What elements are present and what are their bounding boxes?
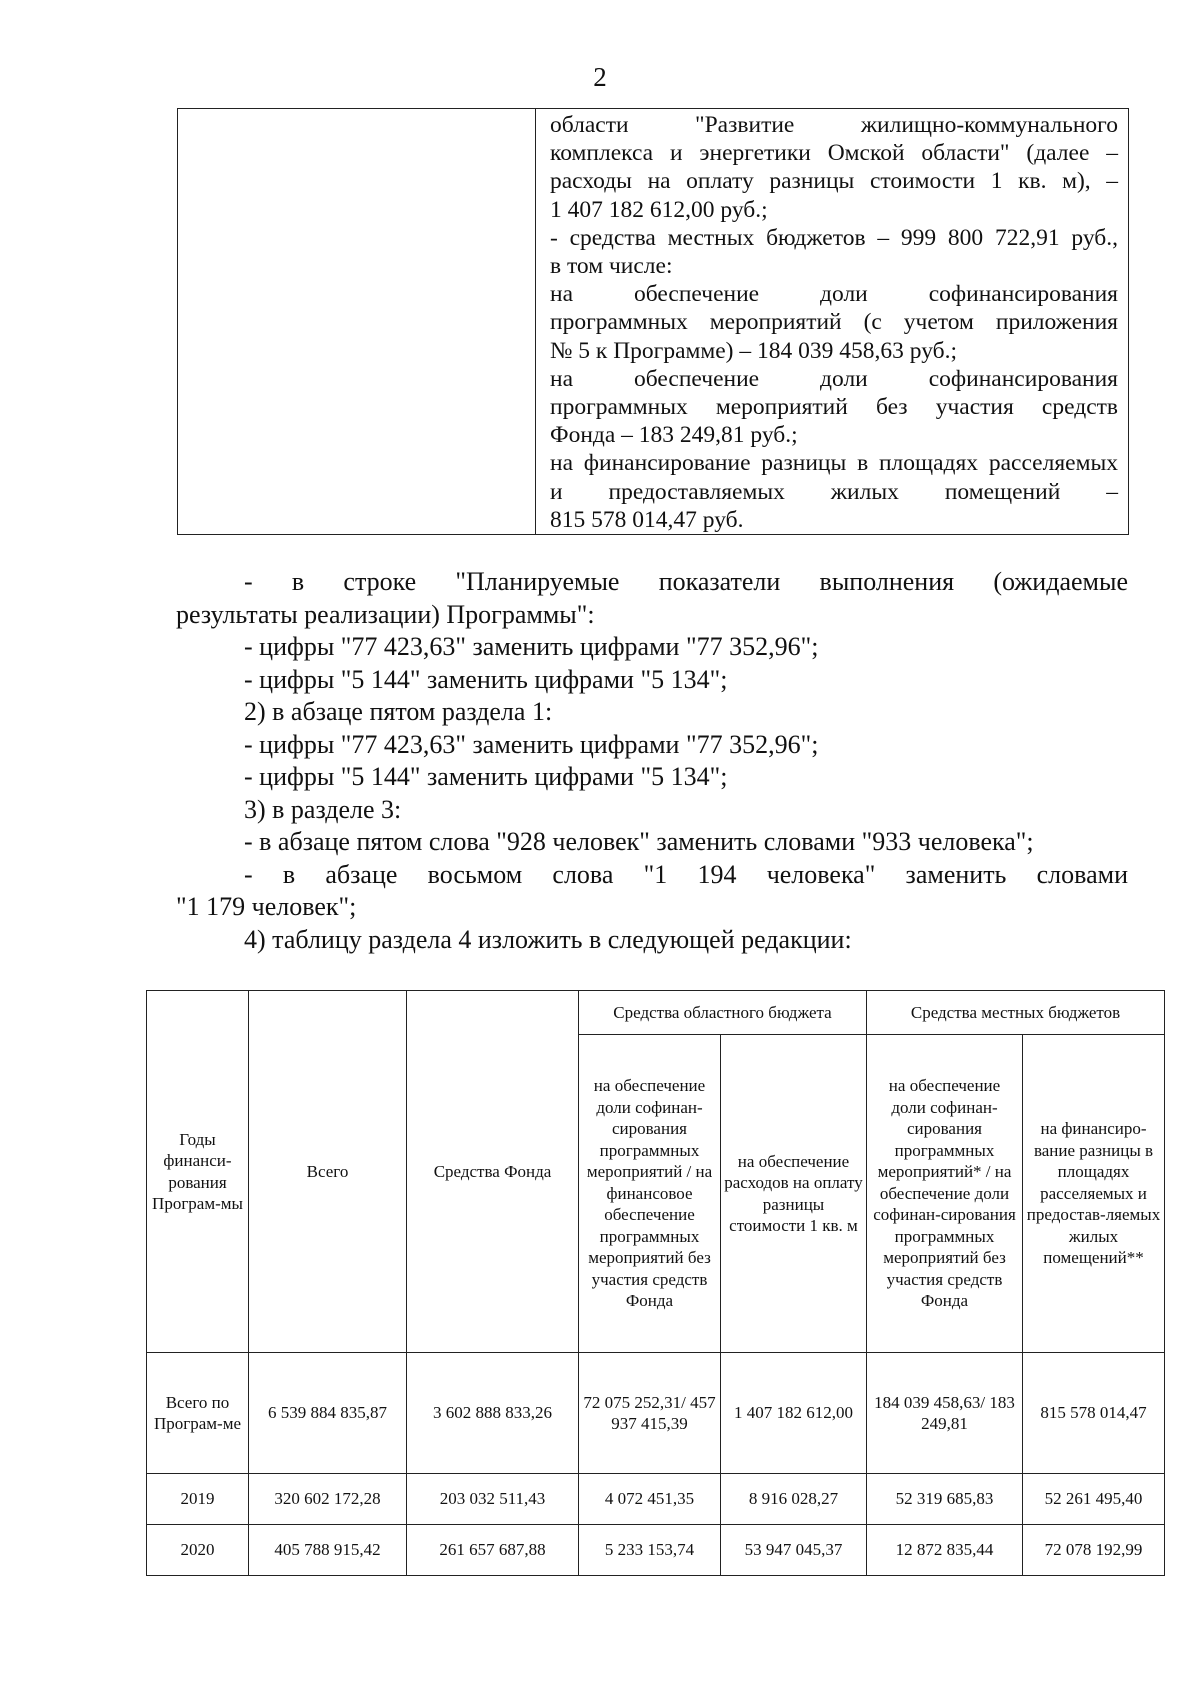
table-row <box>147 1353 1165 1474</box>
paragraph: - в абзаце восьмом слова "1 194 человека" заменить словами <box>244 859 1128 889</box>
cell-regional-cofinancing: 5 233 153,74 <box>579 1525 721 1576</box>
cell-year: 2020 <box>147 1525 249 1576</box>
header-regional-cofinancing: на обеспечение доли софинан-сирования программных мероприятий / на финансовое обеспечение программных мероприятий без участия средств Фонда <box>579 1035 721 1353</box>
cell-line: на обеспечение доли софинансирования <box>550 281 1118 308</box>
cell-total: 405 788 915,42 <box>249 1525 407 1576</box>
cell-line: 1 407 182 612,00 руб.; <box>550 196 768 223</box>
cell-fund: 3 602 888 833,26 <box>407 1353 579 1474</box>
table-row <box>147 1474 1165 1525</box>
cell-regional-cofinancing: 72 075 252,31/ 457 937 415,39 <box>579 1353 721 1474</box>
paragraph: - цифры "5 144" заменить цифрами "5 134"; <box>244 664 728 694</box>
header-years: Годы финанси-рования Програм-мы <box>147 991 249 1353</box>
paragraph: 2) в абзаце пятом раздела 1: <box>244 697 553 726</box>
cell-local-cofinancing: 184 039 458,63/ 183 249,81 <box>867 1353 1023 1474</box>
cell-line: и предоставляемых жилых помещений – <box>550 478 1118 505</box>
cell-regional-sqm: 8 916 028,27 <box>721 1474 867 1525</box>
cell-local-area: 72 078 192,99 <box>1023 1525 1165 1576</box>
header-local-budgets: Средства местных бюджетов <box>867 991 1165 1035</box>
amendment-text <box>176 566 1128 956</box>
cell-line: Фонда – 183 249,81 руб.; <box>550 422 798 449</box>
header-local-area: на финансиро-вание разницы в площадях расселяемых и предостав-ляемых жилых помещений** <box>1023 1035 1165 1353</box>
cell-line: комплекса и энергетики Омской области" (далее – <box>550 140 1118 167</box>
cell-regional-cofinancing: 4 072 451,35 <box>579 1474 721 1525</box>
cell-line: программных мероприятий без участия средств <box>550 394 1118 421</box>
cell-line: 815 578 014,47 руб. <box>550 506 744 533</box>
paragraph: - цифры "77 423,63" заменить цифрами "77 352,96"; <box>244 632 819 661</box>
paragraph: - в абзаце пятом слова "928 человек" заменить словами "933 человека"; <box>244 827 1034 856</box>
paragraph: "1 179 человек"; <box>176 892 357 921</box>
empty-left-cell <box>178 109 536 535</box>
cell-line: в том числе: <box>550 253 673 280</box>
paragraph: 4) таблицу раздела 4 изложить в следующей редакции: <box>244 924 852 954</box>
cell-line: области "Развитие жилищно-коммунального <box>550 112 1118 138</box>
cell-total: 6 539 884 835,87 <box>249 1353 407 1474</box>
cell-fund: 261 657 687,88 <box>407 1525 579 1576</box>
cell-local-cofinancing: 12 872 835,44 <box>867 1525 1023 1576</box>
paragraph: результаты реализации) Программы": <box>176 599 595 629</box>
header-local-cofinancing: на обеспечение доли софинан-сирования программных мероприятий* / на обеспечение доли софинан-сирования программных мероприятий без участия средств Фонда <box>867 1035 1023 1353</box>
header-regional-budget: Средства областного бюджета <box>579 991 867 1035</box>
table-row <box>147 1525 1165 1576</box>
paragraph: 3) в разделе 3: <box>244 794 402 824</box>
cell-regional-sqm: 53 947 045,37 <box>721 1525 867 1576</box>
cell-line: программных мероприятий (с учетом приложения <box>550 309 1118 336</box>
continuation-table <box>177 108 1129 535</box>
cell-line: на финансирование разницы в площадях расселяемых <box>550 450 1118 477</box>
paragraph: - цифры "5 144" заменить цифрами "5 134"; <box>244 762 728 791</box>
cell-total: 320 602 172,28 <box>249 1474 407 1525</box>
cell-fund: 203 032 511,43 <box>407 1474 579 1525</box>
cell-line: расходы на оплату разницы стоимости 1 кв. м), – <box>550 168 1118 195</box>
cell-line: № 5 к Программе) – 184 039 458,63 руб.; <box>550 337 957 364</box>
cell-local-area: 815 578 014,47 <box>1023 1353 1165 1474</box>
cell-line: на обеспечение доли софинансирования <box>550 365 1118 392</box>
paragraph: - цифры "77 423,63" заменить цифрами "77 352,96"; <box>244 729 819 759</box>
cell-year: 2019 <box>147 1474 249 1525</box>
paragraph: - в строке "Планируемые показатели выполнения (ожидаемые <box>244 567 1128 596</box>
cell-local-cofinancing: 52 319 685,83 <box>867 1474 1023 1525</box>
cell-local-area: 52 261 495,40 <box>1023 1474 1165 1525</box>
cell-line: - средства местных бюджетов – 999 800 722,91 руб., <box>550 224 1118 251</box>
funding-description-cell <box>536 109 1129 535</box>
financing-table <box>146 990 1165 1576</box>
header-total: Всего <box>249 991 407 1353</box>
page-number: 2 <box>593 62 607 92</box>
cell-year: Всего по Програм-ме <box>147 1353 249 1474</box>
header-fund: Средства Фонда <box>407 991 579 1353</box>
cell-regional-sqm: 1 407 182 612,00 <box>721 1353 867 1474</box>
header-regional-sqm: на обеспечение расходов на оплату разницы стоимости 1 кв. м <box>721 1035 867 1353</box>
